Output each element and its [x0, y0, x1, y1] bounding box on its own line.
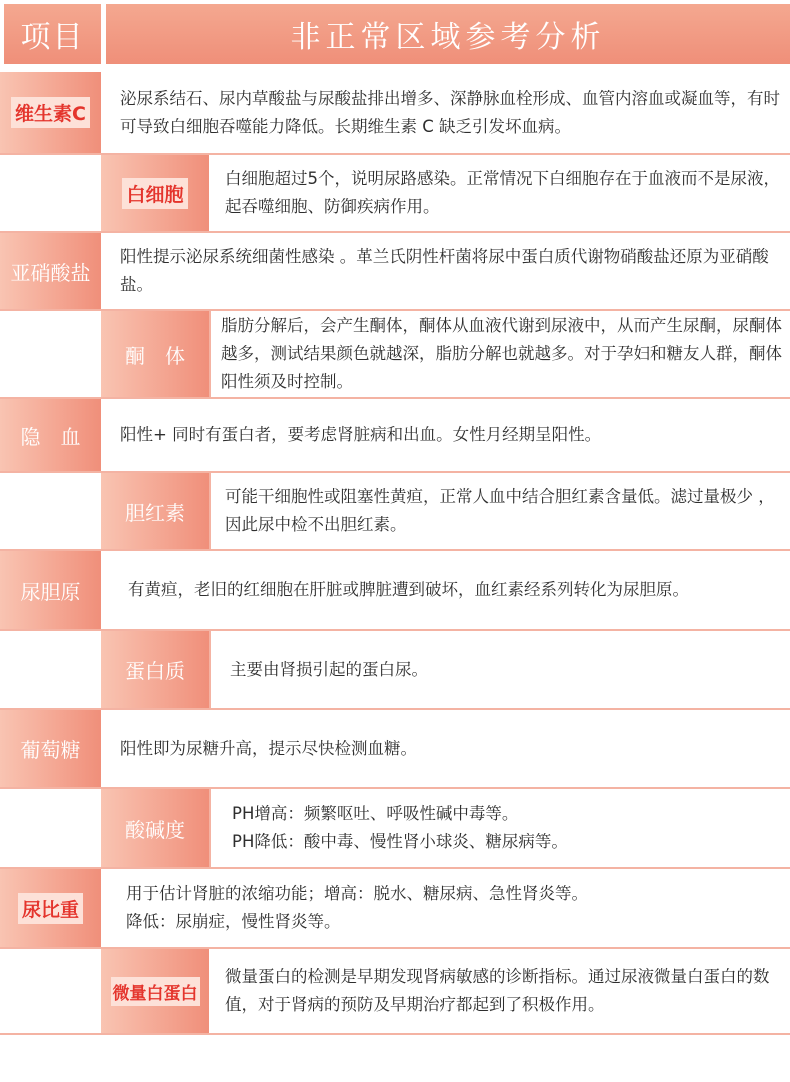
row-text: 用于估计肾脏的浓缩功能；增高：脱水、糖尿病、急性肾炎等。 降低：尿崩症，慢性肾炎等。	[126, 884, 588, 931]
row-label: 白细胞	[101, 155, 209, 231]
row-text: 可能干细胞性或阻塞性黄疸，正常人血中结合胆红素含量低。滤过量极少 ，因此尿中检不出胆红素。	[225, 487, 775, 534]
row-text: 阳性提示泌尿系统细菌性感染 。革兰氏阴性杆菌将尿中蛋白质代谢物硝酸盐还原为亚硝酸盐。	[120, 247, 769, 294]
table-row	[0, 473, 790, 551]
row-label: 尿比重	[0, 869, 101, 947]
row-text: 阳性即为尿糖升高，提示尽快检测血糖。	[120, 738, 417, 758]
divider	[209, 789, 211, 867]
table-row	[0, 710, 790, 789]
row-text: 白细胞超过5个，说明尿路感染。正常情况下白细胞存在于血液而不是尿液，起吞噬细胞、防御疾病作用。	[225, 169, 780, 216]
row-label: 微量白蛋白	[101, 949, 209, 1033]
row-text: 有黄疸，老旧的红细胞在肝脏或脾脏遭到破坏，血红素经系列转化为尿胆原。	[128, 580, 689, 599]
table-row	[0, 551, 790, 631]
row-label: 隐 血	[0, 399, 101, 471]
row-label: 酸碱度	[101, 789, 209, 867]
row-text: 泌尿系结石、尿内草酸盐与尿酸盐排出增多、深静脉血栓形成、血管内溶血或凝血等，有时可导致白细胞吞噬能力降低。长期维生素 C 缺乏引发坏血病。	[120, 88, 780, 136]
row-text: PH增高：频繁呕吐、呼吸性碱中毒等。 PH降低：酸中毒、慢性肾小球炎、糖尿病等。	[232, 804, 568, 851]
divider	[209, 311, 211, 397]
table-row	[0, 399, 790, 473]
table-row	[0, 631, 790, 710]
table-row	[0, 949, 790, 1035]
header-item	[4, 4, 101, 64]
row-label: 尿胆原	[0, 551, 101, 629]
divider	[209, 631, 211, 708]
row-label: 胆红素	[101, 473, 209, 549]
row-label: 维生素C	[0, 72, 101, 153]
table-row	[0, 155, 790, 233]
row-label: 葡萄糖	[0, 710, 101, 787]
row-text: 微量蛋白的检测是早期发现肾病敏感的诊断指标。通过尿液微量白蛋白的数值，对于肾病的预防及早期治疗都起到了积极作用。	[225, 967, 770, 1014]
header-title	[106, 4, 790, 64]
row-text: 阳性+ 同时有蛋白者，要考虑肾脏病和出血。女性月经期呈阳性。	[120, 425, 602, 444]
table-row	[0, 789, 790, 869]
table-row	[0, 233, 790, 311]
row-label: 蛋白质	[101, 631, 209, 708]
divider	[209, 473, 211, 549]
row-text: 脂肪分解后，会产生酮体，酮体从血液代谢到尿液中，从而产生尿酮，尿酮体越多，测试结果颜色就越深，脂肪分解也就越多。对于孕妇和糖友人群，酮体阳性须及时控制。	[221, 316, 782, 391]
table-row	[0, 869, 790, 949]
header-item-label: 项目	[20, 20, 85, 55]
row-label: 亚硝酸盐	[0, 233, 101, 309]
row-label: 酮 体	[101, 311, 209, 397]
header-title-label: 非正常区域参考分析	[290, 20, 606, 55]
table-row	[0, 311, 790, 399]
row-text: 主要由肾损引起的蛋白尿。	[230, 659, 428, 679]
table-row	[0, 72, 790, 155]
